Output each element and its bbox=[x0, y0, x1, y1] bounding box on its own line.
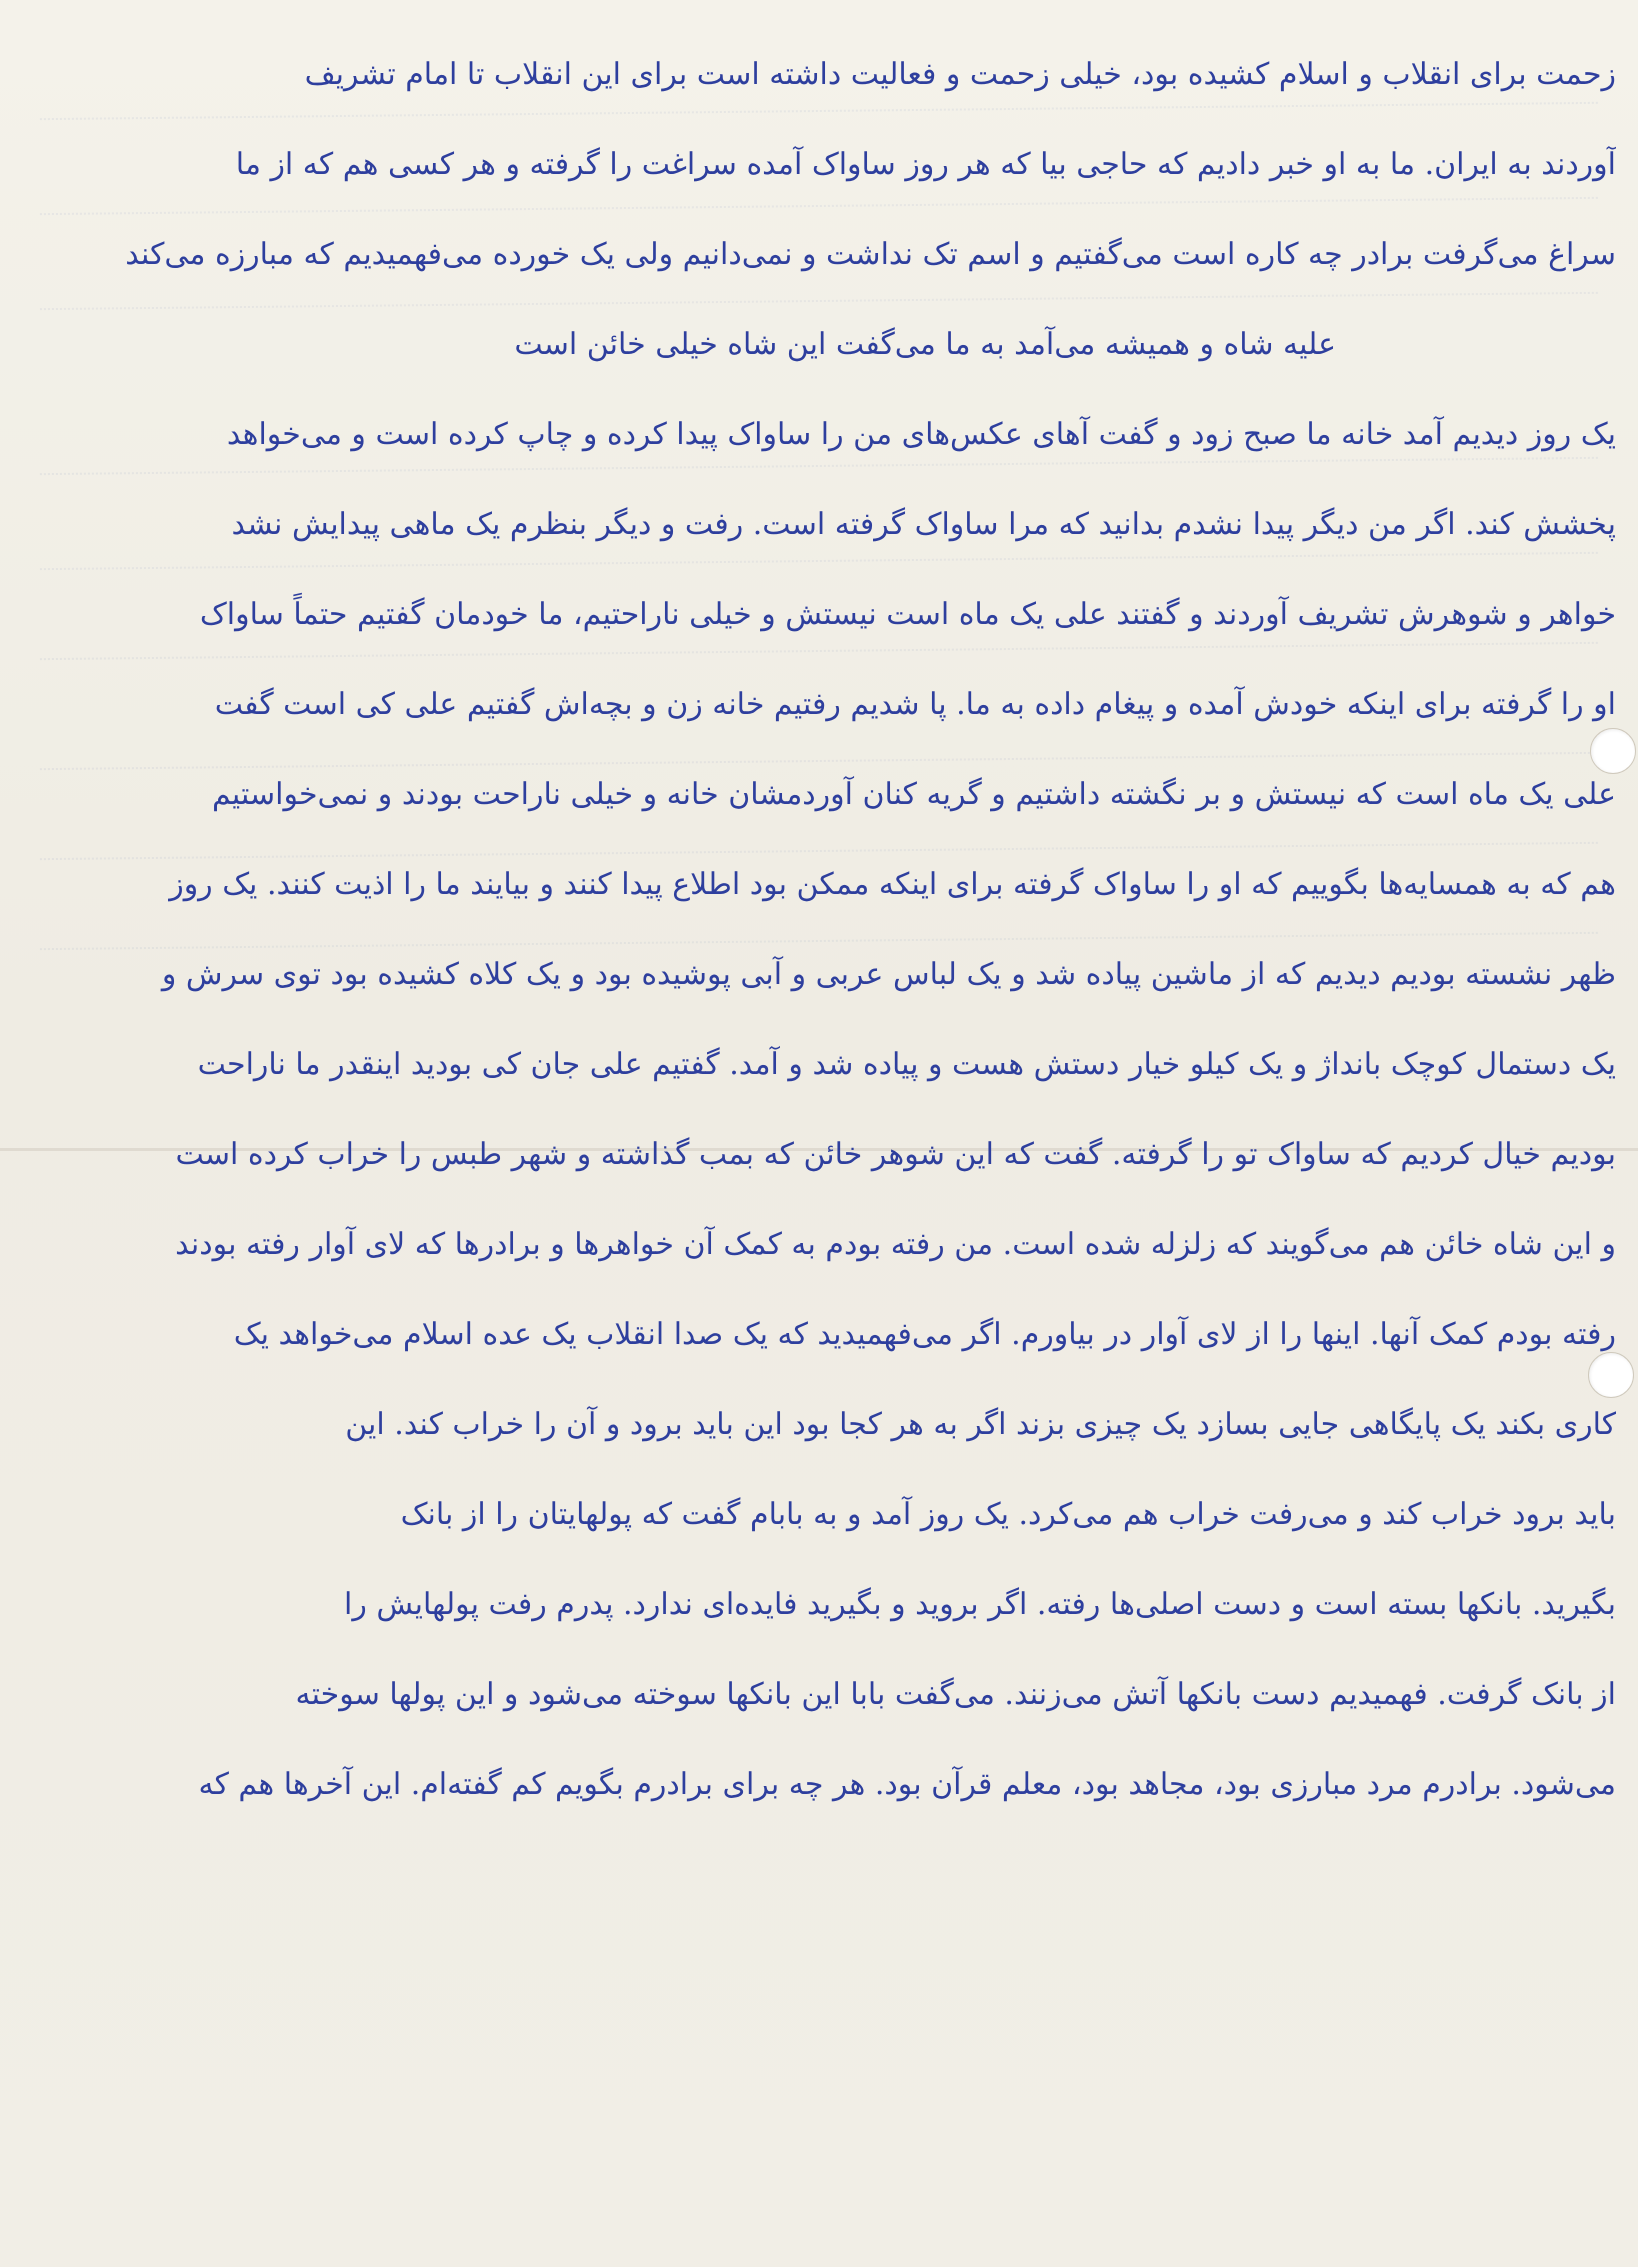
text-line: علیه شاه و همیشه می‌آمد به ما می‌گفت این شاه خیلی خائن است bbox=[514, 327, 1336, 362]
text-line: از بانک گرفت. فهمیدیم دست بانکها آتش می‌زنند. می‌گفت بابا این بانکها سوخته می‌شود و این پولها سوخته bbox=[295, 1677, 1616, 1712]
text-line: بگیرید. بانکها بسته است و دست اصلی‌ها رفته. اگر بروید و بگیرید فایده‌ای ندارد. پدرم رفت پولهایش را bbox=[344, 1587, 1616, 1622]
text-line: پخشش کند. اگر من دیگر پیدا نشدم بدانید که مرا ساواک گرفته است. رفت و دیگر بنظرم یک ماهی پیدایش نشد bbox=[231, 507, 1616, 542]
text-line: می‌شود. برادرم مرد مبارزی بود، مجاهد بود، معلم قرآن بود. هر چه برای برادرم بگویم کم گفته‌ام. این آخرها هم که bbox=[198, 1767, 1616, 1802]
text-line: یک روز دیدیم آمد خانه ما صبح زود و گفت آهای عکس‌های من را ساواک پیدا کرده و چاپ کرده است و می‌خواهد bbox=[226, 417, 1616, 452]
text-line: او را گرفته برای اینکه خودش آمده و پیغام داده به ما. پا شدیم رفتیم خانه زن و بچه‌اش گفتیم علی کی است گفت bbox=[214, 687, 1616, 722]
text-line: آوردند به ایران. ما به او خبر دادیم که حاجی بیا که هر روز ساواک آمده سراغت را گرفته و هر کسی هم که از ما bbox=[235, 147, 1616, 182]
text-line: و این شاه خائن هم می‌گویند که زلزله شده است. من رفته بودم به کمک آن خواهرها و برادرها که لای آوار رفته بودند bbox=[175, 1227, 1616, 1262]
text-line: علی یک ماه است که نیستش و بر نگشته داشتیم و گریه کنان آوردمشان خانه و خیلی ناراحت بودند و نمی‌خواستیم bbox=[211, 777, 1616, 812]
text-line: سراغ می‌گرفت برادر چه کاره است می‌گفتیم و اسم تک نداشت و نمی‌دانیم ولی یک خورده می‌فهمیدیم که مبارزه می‌کند bbox=[125, 237, 1616, 272]
text-line: کاری بکند یک پایگاهی جایی بسازد یک چیزی بزند اگر به هر کجا بود این باید برود و آن را خراب کند. این bbox=[345, 1407, 1616, 1442]
text-line: زحمت برای انقلاب و اسلام کشیده بود، خیلی زحمت و فعالیت داشته است برای این انقلاب تا امام تشریف bbox=[304, 57, 1616, 92]
text-line: باید برود خراب کند و می‌رفت خراب هم می‌کرد. یک روز آمد و به بابام گفت که پولهایتان را از بانک bbox=[400, 1497, 1616, 1532]
text-line: هم که به همسایه‌ها بگوییم که او را ساواک گرفته برای اینکه ممکن بود اطلاع پیدا کنند و بیایند ما را اذیت کنند. یک روز bbox=[169, 867, 1616, 902]
text-line: رفته بودم کمک آنها. اینها را از لای آوار در بیاورم. اگر می‌فهمیدید که یک صدا انقلاب یک عده اسلام می‌خواهد یک bbox=[233, 1317, 1616, 1352]
text-line: یک دستمال کوچک بانداژ و یک کیلو خیار دستش هست و پیاده شد و آمد. گفتیم علی جان کی بودید اینقدر ما ناراحت bbox=[197, 1047, 1616, 1082]
text-line: خواهر و شوهرش تشریف آوردند و گفتند علی یک ماه است نیستش و خیلی ناراحتیم، ما خودمان گفتیم حتماً ساواک bbox=[199, 597, 1616, 632]
text-line: ظهر نشسته بودیم دیدیم که از ماشین پیاده شد و یک لباس عربی و آبی پوشیده بود و یک کلاه کشیده بود توی سرش و bbox=[161, 957, 1616, 992]
handwritten-text-body bbox=[22, 30, 1616, 1830]
text-line: بودیم خیال کردیم که ساواک تو را گرفته. گفت که این شوهر خائن که بمب گذاشته و شهر طبس را خراب کرده است bbox=[175, 1137, 1616, 1172]
